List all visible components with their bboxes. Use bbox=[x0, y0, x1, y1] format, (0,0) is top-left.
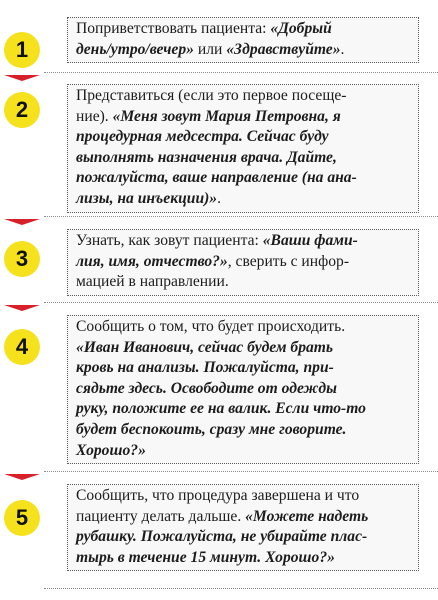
instruction-text: Сообщить о том, что будет происходить. bbox=[76, 318, 346, 335]
quoted-phrase: «Можете надеть bbox=[245, 507, 369, 525]
text-line bbox=[76, 231, 412, 252]
text-line bbox=[76, 441, 412, 462]
text-line bbox=[76, 272, 412, 293]
text-line bbox=[76, 40, 412, 61]
text-line bbox=[76, 107, 412, 128]
quoted-phrase: «Здравствуйте» bbox=[226, 40, 341, 58]
instruction-text: Сообщить, что процедура завершена и что bbox=[76, 487, 360, 504]
step-divider-marker bbox=[4, 75, 40, 81]
instruction-text: , сверить с инфор- bbox=[227, 252, 350, 270]
quoted-phrase: «Ваши фами- bbox=[262, 232, 358, 249]
dotted-separator bbox=[44, 72, 438, 73]
step-text-box bbox=[67, 17, 419, 63]
text-line bbox=[76, 189, 412, 210]
step-number-badge: 3 bbox=[4, 241, 40, 277]
dotted-separator bbox=[44, 302, 438, 303]
instruction-text: мацией в направлении. bbox=[76, 273, 229, 291]
quoted-phrase: выполнять назначения врача. Дайте, bbox=[76, 148, 337, 166]
instruction-text: Представиться (если это первое посеще- bbox=[76, 87, 347, 104]
instruction-text: ние). bbox=[76, 107, 113, 125]
quoted-phrase: пожалуйста, ваше направление (на ана- bbox=[76, 169, 357, 187]
quoted-phrase: «Меня зовут Мария Петровна, я bbox=[112, 107, 341, 125]
text-line bbox=[76, 527, 412, 548]
quoted-phrase: лия, имя, отчество?» bbox=[76, 252, 228, 270]
quoted-phrase: Хорошо?» bbox=[76, 441, 146, 459]
quoted-phrase: кровь на анализы. Пожалуйста, при- bbox=[76, 359, 334, 377]
quoted-phrase: тырь в течение 15 минут. Хорошо?» bbox=[76, 548, 335, 566]
step-number-badge: 1 bbox=[4, 32, 40, 68]
step-number-badge: 2 bbox=[4, 92, 40, 128]
text-line bbox=[76, 548, 412, 569]
text-line bbox=[76, 358, 412, 379]
text-line bbox=[76, 379, 412, 400]
text-line bbox=[76, 420, 412, 441]
quoted-phrase: сядьте здесь. Освободите от одежды bbox=[76, 379, 337, 397]
step-text-box bbox=[67, 484, 419, 571]
text-line bbox=[76, 127, 412, 148]
step-text-box bbox=[67, 84, 419, 213]
instruction-text: Узнать, как зовут пациента: bbox=[76, 232, 263, 249]
quoted-phrase: «Добрый bbox=[270, 20, 332, 37]
text-line bbox=[76, 507, 412, 528]
quoted-phrase: лизы, на инъекции)» bbox=[76, 189, 218, 207]
quoted-phrase: рубашку. Пожалуйста, не убирайте плас- bbox=[76, 528, 368, 546]
text-line bbox=[76, 252, 412, 273]
step-divider-marker bbox=[4, 474, 40, 480]
instruction-text: или bbox=[193, 40, 227, 58]
dotted-separator bbox=[44, 471, 438, 472]
text-line bbox=[76, 399, 412, 420]
text-line bbox=[76, 86, 412, 107]
quoted-phrase: «Иван Иванович, сейчас будем брать bbox=[76, 338, 334, 356]
dotted-separator bbox=[44, 588, 438, 589]
red-triangle-icon bbox=[4, 474, 40, 480]
red-triangle-icon bbox=[4, 305, 40, 311]
step-divider-marker bbox=[4, 305, 40, 311]
step-number-badge: 5 bbox=[4, 500, 40, 536]
text-line bbox=[76, 486, 412, 507]
quoted-phrase: будет беспокоить, сразу мне говорите. bbox=[76, 420, 347, 438]
text-line bbox=[76, 338, 412, 359]
instruction-text: . bbox=[340, 40, 345, 58]
instruction-text: Поприветствовать пациента: bbox=[76, 20, 271, 37]
step-divider-marker bbox=[4, 219, 40, 225]
step-text-box bbox=[67, 229, 419, 296]
text-line bbox=[76, 317, 412, 338]
text-line bbox=[76, 19, 412, 40]
red-triangle-icon bbox=[4, 75, 40, 81]
instruction-text: . bbox=[217, 189, 222, 207]
quoted-phrase: руку, положите ее на валик. Если что-то bbox=[76, 400, 366, 418]
dotted-separator bbox=[44, 216, 438, 217]
red-triangle-icon bbox=[4, 219, 40, 225]
step-text-box bbox=[67, 315, 419, 464]
quoted-phrase: день/утро/вечер» bbox=[76, 40, 194, 58]
text-line bbox=[76, 148, 412, 169]
text-line bbox=[76, 168, 412, 189]
instruction-text: пациенту делать дальше. bbox=[76, 507, 246, 525]
step-number-badge: 4 bbox=[4, 329, 40, 365]
quoted-phrase: процедурная медсестра. Сейчас буду bbox=[76, 128, 329, 146]
